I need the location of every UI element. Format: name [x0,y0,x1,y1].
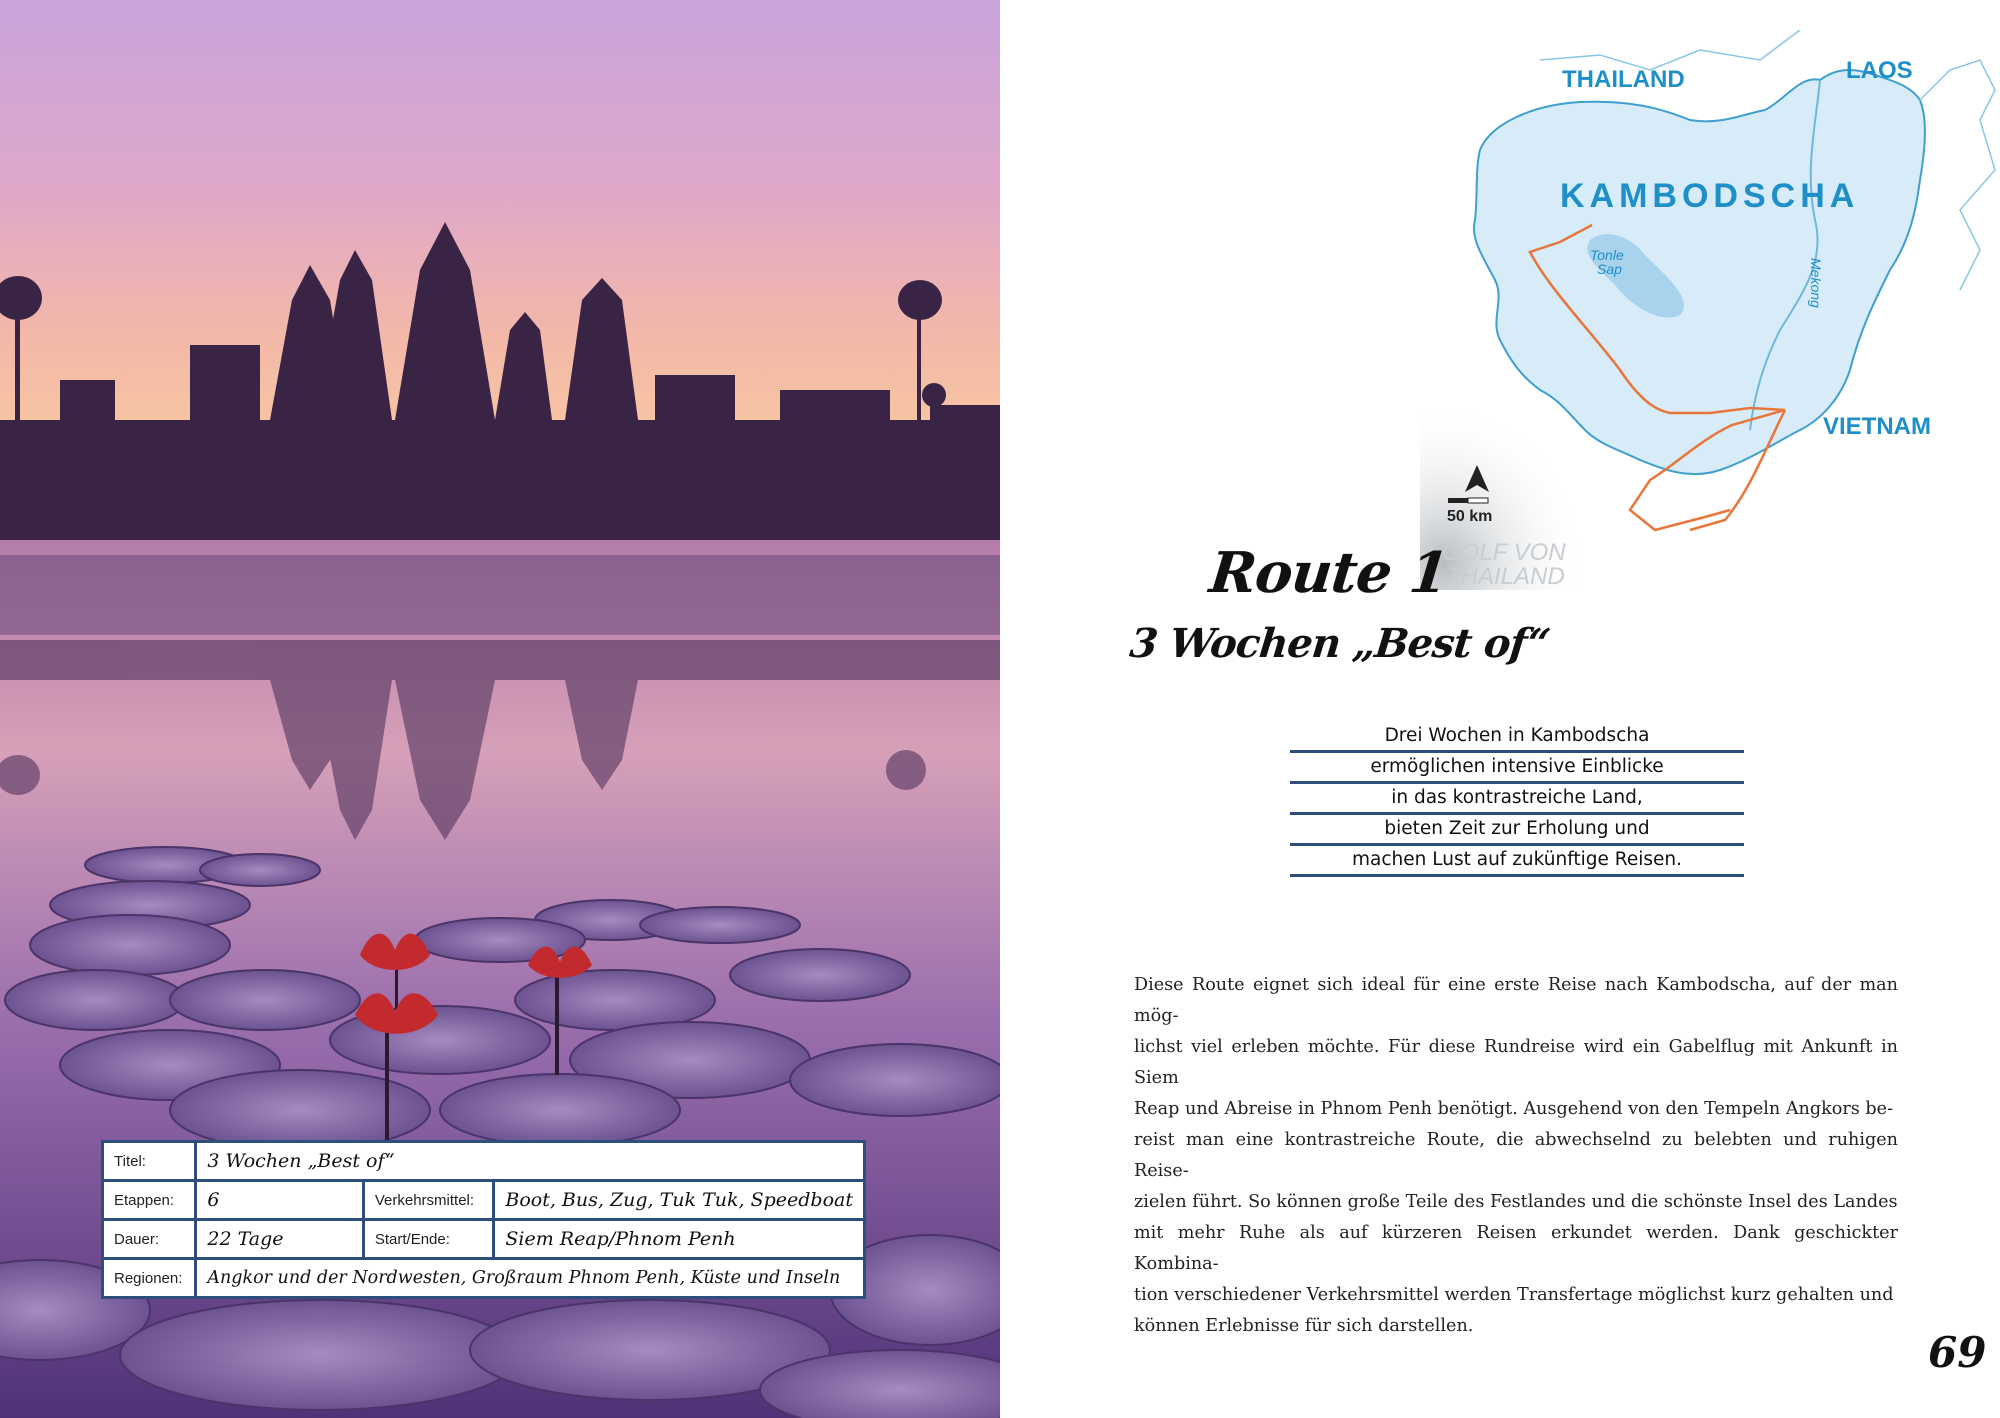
info-row-titel [103,1142,865,1181]
lead-line: bieten Zeit zur Erholung und [1290,815,1744,846]
lead-line: in das kontrastreiche Land, [1290,784,1744,815]
cambodia-route-map [1420,30,2000,590]
regionen-value: Angkor und der Nordwesten, Großraum Phnom Penh, Küste und Inseln [196,1259,865,1298]
body-line: reist man eine kontrastreiche Route, die abwechselnd zu belebten und ruhigen Reise- [1134,1130,1898,1181]
body-line: mit mehr Ruhe als auf kürzeren Reisen erkundet werden. Dank geschickter Kombina- [1134,1223,1898,1274]
start-ende-value: Siem Reap/Phnom Penh [494,1220,865,1259]
titel-value: 3 Wochen „Best of“ [196,1142,865,1181]
body-line: können Erlebnisse für sich darstellen. [1134,1316,1474,1336]
scale-bar [1448,498,1488,503]
map-label-thailand: THAILAND [1562,66,1685,93]
info-row-etappen [103,1181,865,1220]
dauer-label: Dauer: [103,1220,196,1259]
body-line: Reap und Abreise in Phnom Penh benötigt. Ausgehend von den Tempeln Angkors be- [1134,1099,1894,1119]
verkehrsmittel-value: Boot, Bus, Zug, Tuk Tuk, Speedboat [494,1181,865,1220]
lead-line: Drei Wochen in Kambodscha [1290,722,1744,753]
map-label-tonle: Tonle [1590,247,1624,263]
body-line: zielen führt. So können große Teile des Festlandes und die schönste Insel des Landes [1134,1192,1898,1212]
map-label-kambodscha: KAMBODSCHA [1560,177,1860,215]
titel-label: Titel: [103,1142,196,1181]
info-row-dauer [103,1220,865,1259]
regionen-label: Regionen: [103,1259,196,1298]
map-label-sap: Sap [1597,261,1622,277]
map-scale-label: 50 km [1447,508,1493,525]
body-line: Diese Route eignet sich ideal für eine erste Reise nach Kambodscha, auf der man mög- [1134,975,1898,1026]
body-line: tion verschiedener Verkehrsmittel werden Transfertage möglichst kurz gehalten und [1134,1285,1894,1305]
map-label-laos: LAOS [1846,57,1913,84]
dauer-value: 22 Tage [196,1220,363,1259]
etappen-label: Etappen: [103,1181,196,1220]
etappen-value: 6 [196,1181,363,1220]
verkehrsmittel-label: Verkehrsmittel: [363,1181,494,1220]
route-subtitle: 3 Wochen „Best of“ [1127,620,1552,667]
lead-line: machen Lust auf zukünftige Reisen. [1290,846,1744,877]
lead-line: ermöglichen intensive Einblicke [1290,753,1744,784]
body-line: lichst viel erleben möchte. Für diese Rundreise wird ein Gabelflug mit Ankunft in Siem [1134,1037,1898,1088]
info-row-regionen [103,1259,865,1298]
route-info-table [101,1140,866,1299]
map-label-thailand-sea: THAILAND [1446,563,1565,590]
map-label-mekong: Mekong [1808,258,1824,308]
page-number: 69 [1928,1328,1987,1377]
lead-text-block [1290,722,1744,877]
start-ende-label: Start/Ende: [363,1220,494,1259]
map-label-golf-von: GOLF VON [1442,539,1566,566]
body-paragraph [1134,970,1898,1342]
map-label-vietnam: VIETNAM [1823,413,1931,440]
route-title: Route 1 [1206,540,1452,606]
